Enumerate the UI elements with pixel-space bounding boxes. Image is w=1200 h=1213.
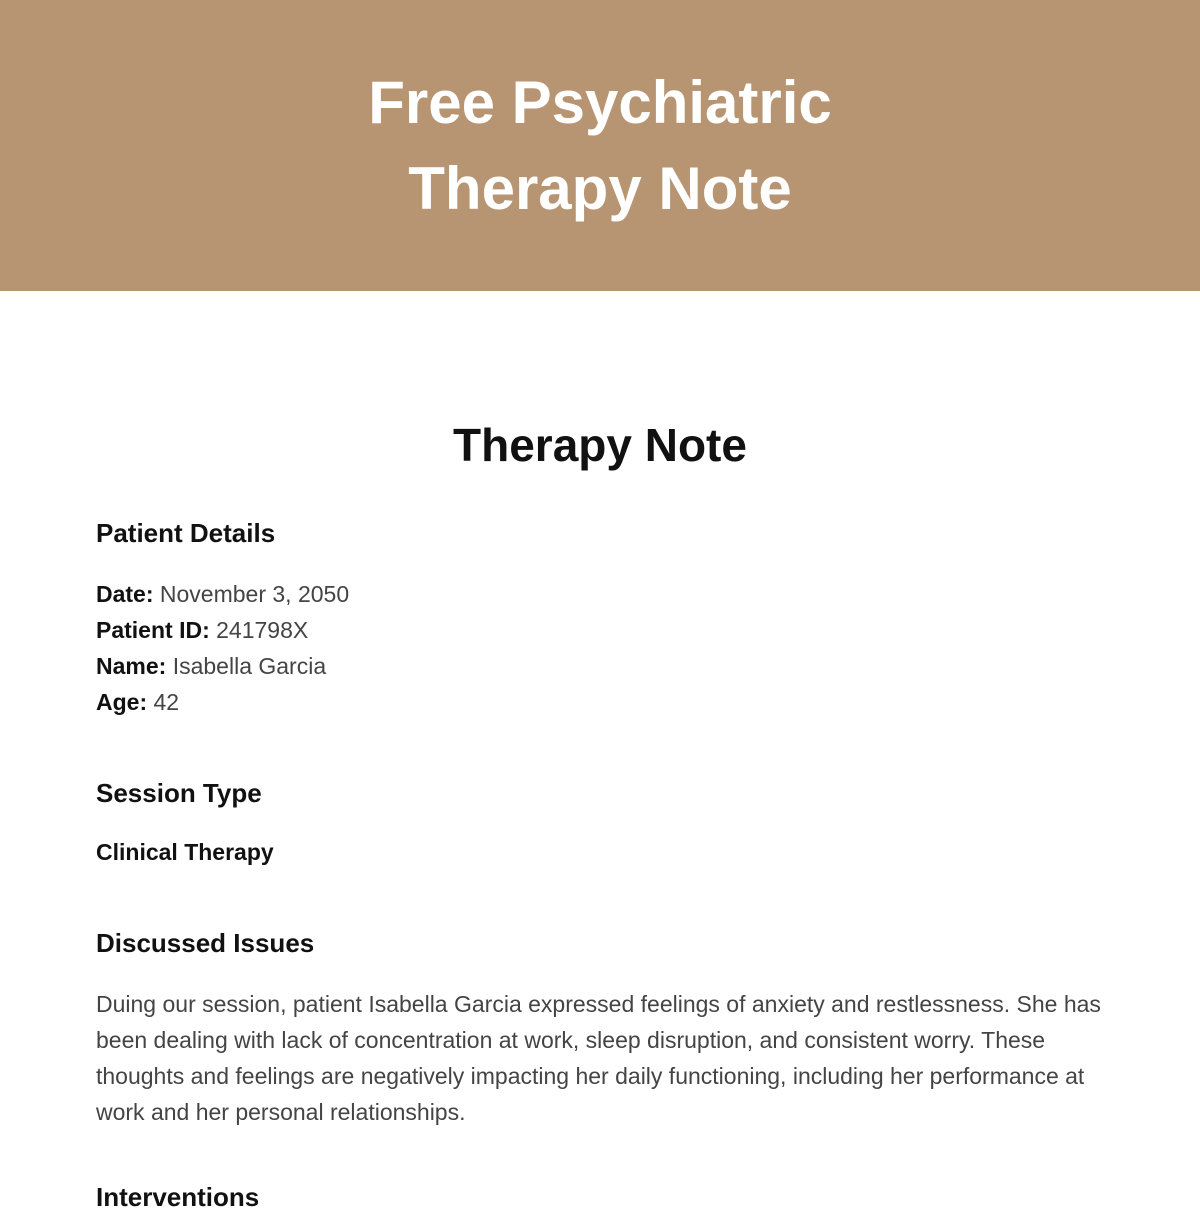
field-age [96,689,179,716]
page-title: Therapy Note [453,419,747,471]
discussed-issues-text: Duing our session, patient Isabella Garcia expressed feelings of anxiety and restlessness. She has been dealing with lack of concentration at work, sleep disruption, and consistent worry. These thoughts and feelings are negatively impacting her daily functioning, including her performance at work and her personal relationships. [96,991,1101,1125]
field-date [96,581,349,608]
field-value: 241798X [216,617,309,643]
field-value: Isabella Garcia [172,653,327,679]
field-value: November 3, 2050 [159,581,350,607]
field-value: 42 [153,689,180,715]
header-banner [0,0,1200,291]
interventions-heading: Interventions [96,1182,260,1212]
field-label: Patient ID: [96,617,210,643]
discussed-issues-heading: Discussed Issues [96,928,315,958]
field-name [96,653,326,680]
patient-details-heading: Patient Details [96,518,276,548]
field-patient-id [96,617,308,644]
session-type-value: Clinical Therapy [96,839,274,865]
document-header-title: Free Psychiatric Therapy Note [368,68,832,222]
field-label: Age: [96,689,148,715]
field-label: Name: [96,653,167,679]
session-type-heading: Session Type [96,778,262,808]
field-label: Date: [96,581,154,607]
